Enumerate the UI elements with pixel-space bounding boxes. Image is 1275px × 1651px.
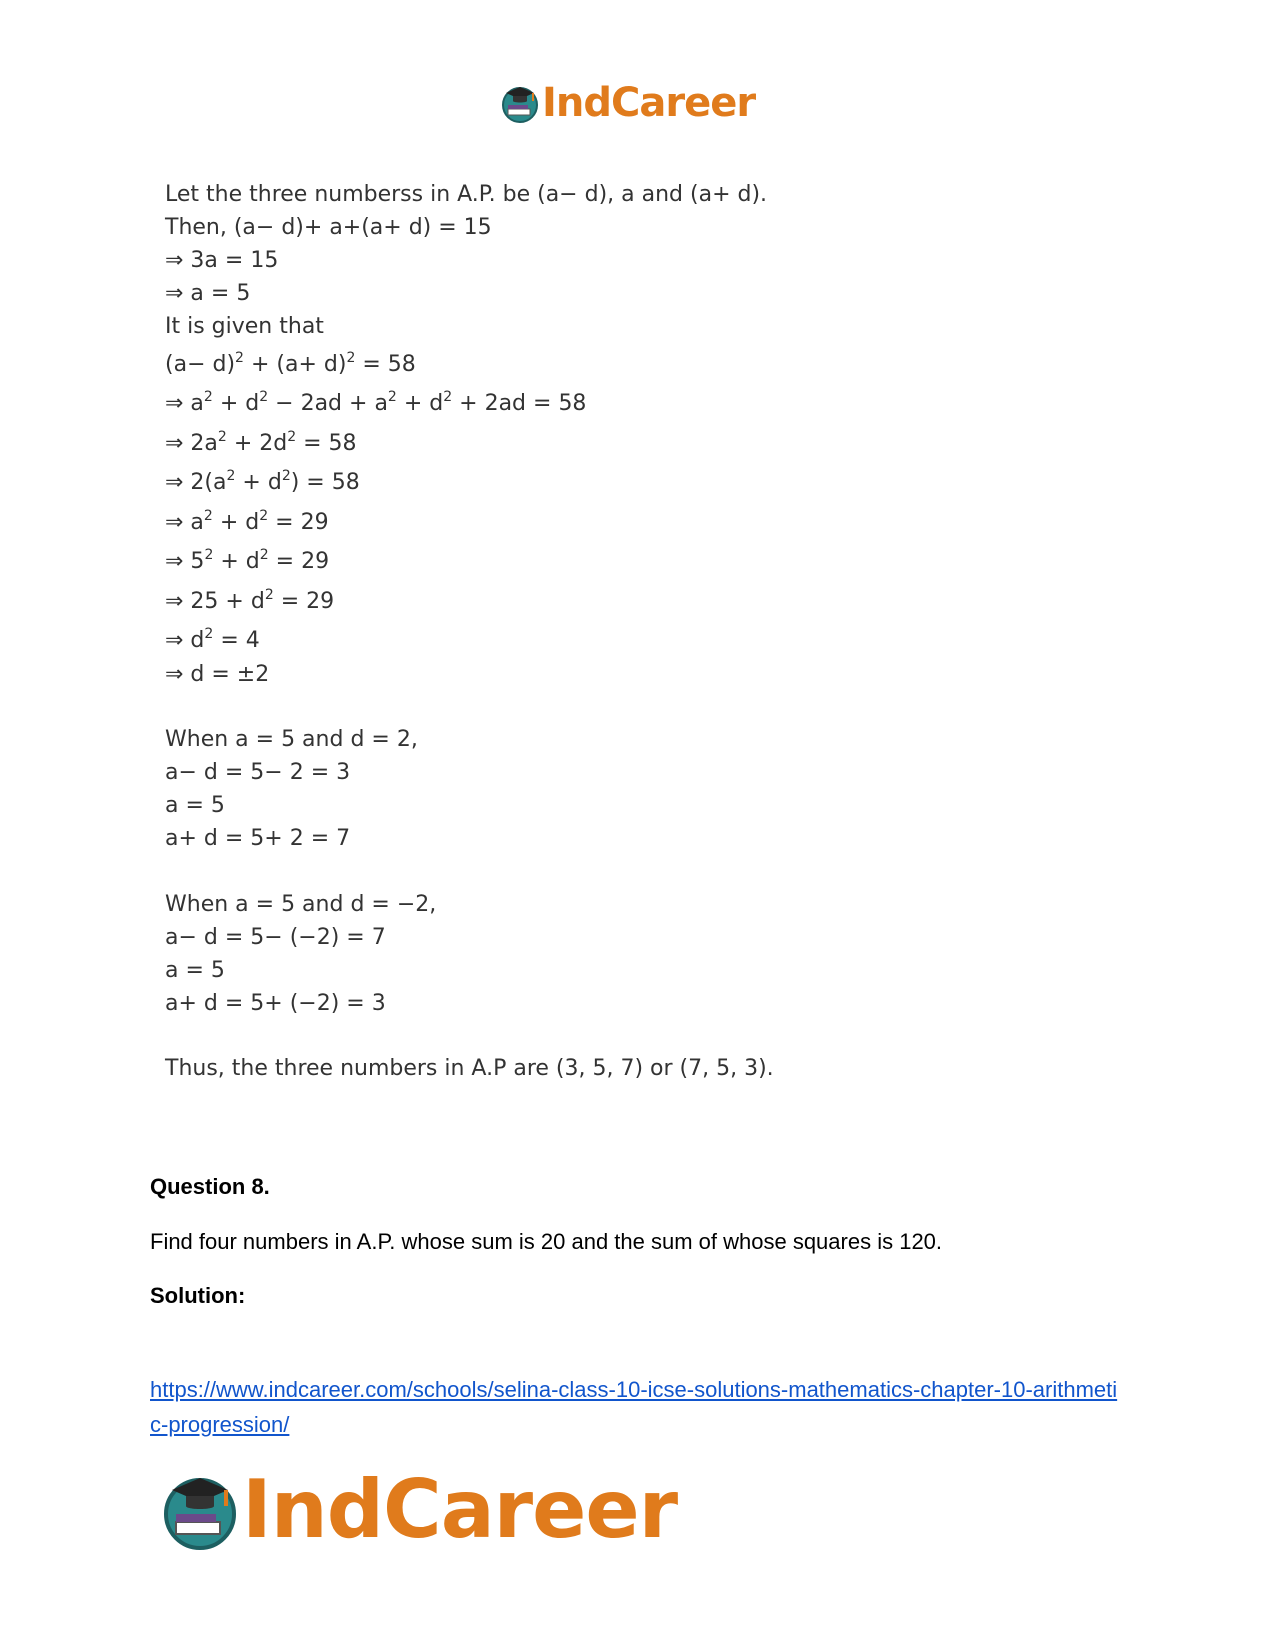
math-line: $(a- d)^2 + (a+ d)^2 = 58$ (165, 350, 416, 377)
math-line: ⇒ $2(a^2 + d^2) = 58$ (165, 468, 360, 495)
math-line: When a = 5 and d = −2, (165, 892, 437, 917)
math-line: a− d = 5− 2 = 3 (165, 760, 351, 785)
math-line: ⇒ d = ±2 (165, 662, 270, 687)
math-line: ⇒ $a^2 + d^2 - 2ad + a^2 + d^2 + 2ad = 58$ (165, 389, 587, 416)
math-line: a− d = 5− (−2) = 7 (165, 925, 386, 950)
globe-graduation-cap-icon (160, 1470, 240, 1550)
footer-logo (160, 1465, 677, 1555)
math-line: a = 5 (165, 958, 225, 983)
math-line: When a = 5 and d = 2, (165, 727, 418, 752)
brand-name: IndCareer (542, 80, 756, 126)
globe-graduation-cap-icon (500, 83, 540, 123)
solution-label: Solution: (150, 1283, 246, 1308)
math-line: Then, (a− d)+ a+(a+ d) = 15 (165, 215, 492, 240)
question-title: Question 8. (150, 1174, 270, 1199)
math-line: a = 5 (165, 793, 225, 818)
math-line: ⇒ $5^2 + d^2 = 29$ (165, 547, 330, 574)
math-line: ⇒ $25 + d^2 = 29$ (165, 587, 335, 614)
brand-name: IndCareer (242, 1463, 678, 1556)
math-line: ⇒ 3a = 15 (165, 248, 279, 273)
math-line: a+ d = 5+ (−2) = 3 (165, 991, 386, 1016)
question-text: Find four numbers in A.P. whose sum is 20 and the sum of whose squares is 120. (150, 1229, 943, 1254)
source-link[interactable]: https://www.indcareer.com/schools/selina-class-10-icse-solutions-mathematics-chapter-10-arithmetic-progression/ (150, 1377, 1118, 1437)
math-line: a+ d = 5+ 2 = 7 (165, 826, 351, 851)
math-line: ⇒ a = 5 (165, 281, 251, 306)
header-logo (500, 78, 755, 128)
math-line: It is given that (165, 314, 324, 339)
math-line: ⇒ $2a^2 + 2d^2 = 58$ (165, 429, 357, 456)
math-line: Let the three numberss in A.P. be (a− d), a and (a+ d). (165, 182, 768, 207)
math-line: ⇒ $a^2 + d^2 = 29$ (165, 508, 329, 535)
math-line: Thus, the three numbers in A.P are (3, 5, 7) or (7, 5, 3). (165, 1056, 774, 1081)
math-line: ⇒ $d^2 = 4$ (165, 626, 260, 653)
